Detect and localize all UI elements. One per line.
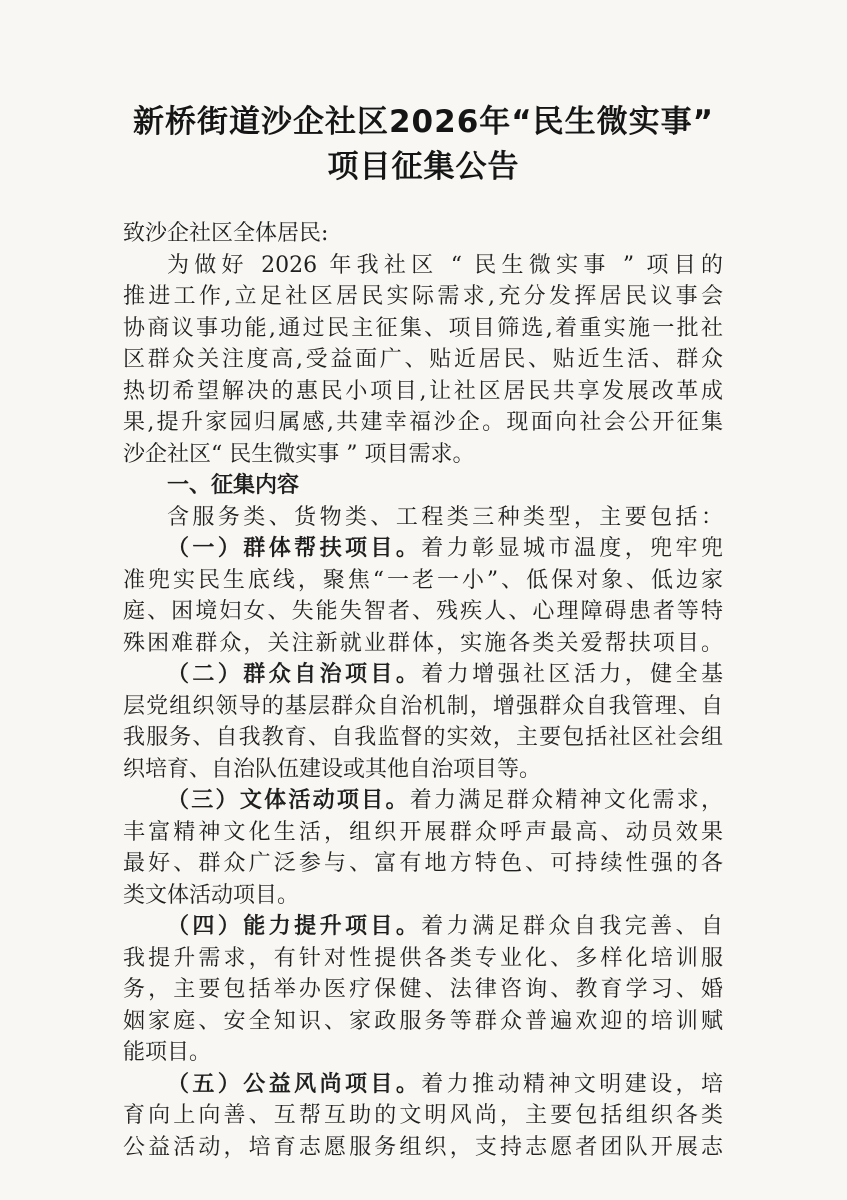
item-line: 庭、困境妇女、失能失智者、残疾人、心理障碍患者等特	[123, 599, 723, 624]
item-label: （二）群众自治项目。	[167, 662, 422, 687]
salutation: 致沙企社区全体居民:	[123, 221, 329, 246]
item-first-line	[123, 785, 723, 817]
item-text: 着力彰显城市温度，兜牢兜	[421, 536, 723, 561]
title-line-2: 项目征集公告	[327, 149, 520, 185]
item-culture-sports	[123, 785, 723, 911]
intro-paragraph	[123, 250, 723, 471]
item-line: 类文体活动项目。	[123, 882, 300, 908]
intro-line: 为做好 2026 年我社区 “ 民生微实事 ” 项目的	[167, 252, 723, 278]
item-line: 层党组织领导的基层群众自治机制，增强群众自我管理、自	[123, 693, 723, 719]
item-first-line	[123, 911, 723, 943]
item-text: 着力增强社区活力，健全基	[421, 662, 723, 687]
section-lead: 含服务类、货物类、工程类三种类型，主要包括：	[167, 504, 723, 530]
item-line: 准兜实民生底线，聚焦“一老一小”、低保对象、低边家	[123, 567, 723, 593]
item-line: 丰富精神文化生活，组织开展群众呼声最高、动员效果	[123, 819, 723, 845]
item-first-line	[123, 1069, 723, 1101]
item-first-line	[123, 533, 723, 565]
item-line: 姻家庭、安全知识、家政服务等群众普遍欢迎的培训赋	[123, 1008, 723, 1034]
item-line: 我服务、自我教育、自我监督的实效，主要包括社区社会组	[123, 725, 723, 750]
item-line: 织培育、自治队伍建设或其他自治项目等。	[123, 756, 542, 782]
item-text: 着力满足群众精神文化需求，	[409, 788, 723, 813]
item-label: （四）能力提升项目。	[167, 914, 422, 939]
item-text: 着力推动精神文明建设，培	[421, 1071, 723, 1097]
title-line-1: 新桥街道沙企社区2026年“民生微实事”	[132, 104, 715, 140]
document-title	[0, 100, 847, 190]
intro-line: 沙企社区“ 民生微实事 ” 项目需求。	[123, 441, 475, 467]
item-text: 着力满足群众自我完善、自	[421, 914, 723, 939]
section-heading: 一、征集内容	[167, 473, 300, 498]
item-line: 务，主要包括举办医疗保健、法律咨询、教育学习、婚	[123, 977, 723, 1002]
item-first-line	[123, 659, 723, 691]
item-line: 公益活动，培育志愿服务组织，支持志愿者团队开展志	[123, 1134, 723, 1160]
item-label: （一）群体帮扶项目。	[167, 536, 422, 561]
intro-line: 推进工作,立足社区居民实际需求,充分发挥居民议事会	[123, 284, 723, 309]
item-line: 殊困难群众，关注新就业群体，实施各类关爱帮扶项目。	[123, 630, 723, 656]
item-label: （三）文体活动项目。	[167, 788, 410, 813]
item-line: 我提升需求，有针对性提供各类专业化、多样化培训服	[123, 945, 723, 971]
item-public-welfare	[123, 1069, 723, 1164]
intro-line: 果,提升家园归属感,共建幸福沙企。现面向社会公开征集	[123, 410, 723, 435]
item-self-governance	[123, 659, 723, 785]
document-body	[123, 218, 723, 1163]
item-line: 最好、群众广泛参与、富有地方特色、可持续性强的各	[123, 851, 723, 876]
item-line: 能项目。	[123, 1040, 212, 1065]
item-line: 育向上向善、互帮互助的文明风尚，主要包括组织各类	[123, 1103, 723, 1128]
item-label: （五）公益风尚项目。	[167, 1071, 422, 1097]
intro-line: 热切希望解决的惠民小项目,让社区居民共享发展改革成	[123, 378, 723, 404]
item-group-assistance	[123, 533, 723, 659]
intro-line: 协商议事功能,通过民主征集、项目筛选,着重实施一批社	[123, 315, 723, 341]
item-capability	[123, 911, 723, 1069]
intro-line: 区群众关注度高,受益面广、贴近居民、贴近生活、群众	[123, 347, 723, 372]
